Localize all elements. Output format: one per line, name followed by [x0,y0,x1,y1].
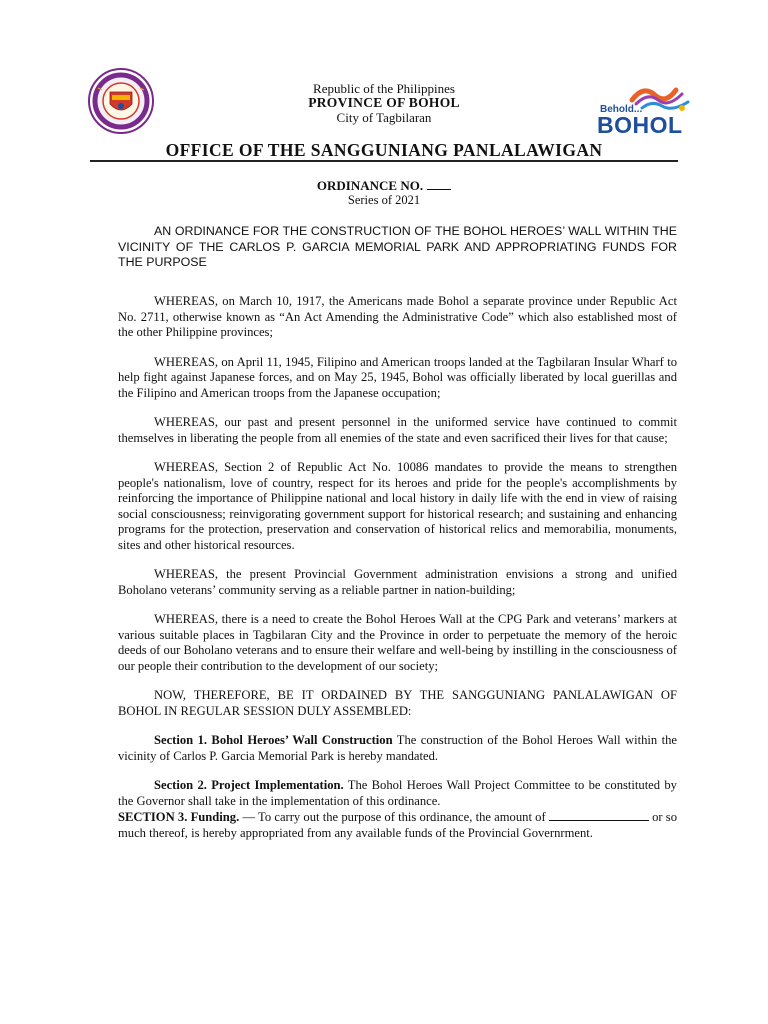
amount-blank [549,809,649,821]
section-3 [118,809,677,841]
ordinance-number [0,178,768,194]
province-line: PROVINCE OF BOHOL [308,95,460,110]
ordinance-body [118,294,677,841]
section-1 [118,733,677,764]
republic-line: Republic of the Philippines [313,81,455,96]
section-2-text: The Bohol Heroes Wall Project Committee to be constituted by the Governor shall take in the implementation of this ordinance. [118,778,677,808]
whereas-clause-3: WHEREAS, our past and present personnel in the uniformed service have continued to commit themselves in liberating the people from all enemies of the state and even sacrificed their lives for that cause; [118,415,677,445]
section-3-heading: SECTION 3. Funding. [118,810,240,824]
city-line: City of Tagbilaran [336,110,432,125]
brand-tagline: Behold... [600,104,643,115]
ordinance-title [118,224,677,271]
ordinance-title-text: AN ORDINANCE FOR THE CONSTRUCTION OF THE BOHOL HEROES’ WALL WITHIN THE VICINITY OF THE CARLOS P. GARCIA MEMORIAL PARK AND APPROPRIATING FUNDS FOR THE PURPOSE [118,224,677,269]
ordinance-number-label: ORDINANCE NO. [316,178,424,193]
ordinance-number-blank [427,178,451,190]
section-1-heading: Section 1. Bohol Heroes’ Wall Construction [154,733,393,747]
section-3-text-before: — To carry out the purpose of this ordinance, the amount of [239,810,549,824]
ordaining-clause: NOW, THEREFORE, BE IT ORDAINED BY THE SANGGUNIANG PANLALAWIGAN OF BOHOL IN REGULAR SESSION DULY ASSEMBLED: [118,688,677,718]
brand-name: BOHOL [597,112,683,138]
section-2-heading: Section 2. Project Implementation. [154,778,344,792]
whereas-clause-2: WHEREAS, on April 11, 1945, Filipino and American troops landed at the Tagbilaran Insular Wharf to help fight against Japanese forces, and on May 25, 1945, Bohol was officially liberated by local guerillas and the Filipino and American troops from the Japanese occupation; [118,354,677,400]
whereas-clause-6: WHEREAS, there is a need to create the Bohol Heroes Wall at the CPG Park and veterans’ markers at various suitable places in Tagbilaran City and the Province in order to perpetuate the memory of the heroic deeds of our Boholano veterans and to ensure their welfare and well-being by instilling in the consciousness of our people their contribution to the development of our society; [118,612,677,673]
whereas-clause-4: WHEREAS, Section 2 of Republic Act No. 10086 mandates to provide the means to strengthen people's nationalism, love of country, respect for its heroes and pride for the people's accomplishments by reinforcing the importance of Philippine national and local history in daily life with the end in view of raising social consciousness; reinvigorating government support for historical research; and sustaining and enhancing programs for the protection, preservation and conservation of historical relics and memorabilia, monuments, sites and other historical resources. [118,460,677,552]
whereas-clause-5: WHEREAS, the present Provincial Government administration envisions a strong and unified Boholano veterans’ community serving as a reliable partner in nation-building; [118,567,677,597]
whereas-clause-1: WHEREAS, on March 10, 1917, the Americans made Bohol a separate province under Republic Act No. 2711, otherwise known as “An Act Amending the Administrative Code” which also established most of the other Philippine provinces; [118,294,677,339]
office-title: OFFICE OF THE SANGGUNIANG PANLALAWIGAN [165,140,603,160]
section-3-text-after: or so much thereof, is hereby appropriated from any available funds of the Provincial Governrment. [118,810,677,840]
header-divider [90,160,678,162]
section-2 [118,778,677,809]
section-1-text: The construction of the Bohol Heroes Wall within the vicinity of Carlos P. Garcia Memorial Park is hereby mandated. [118,733,677,763]
ordinance-series: Series of 2021 [347,193,421,207]
